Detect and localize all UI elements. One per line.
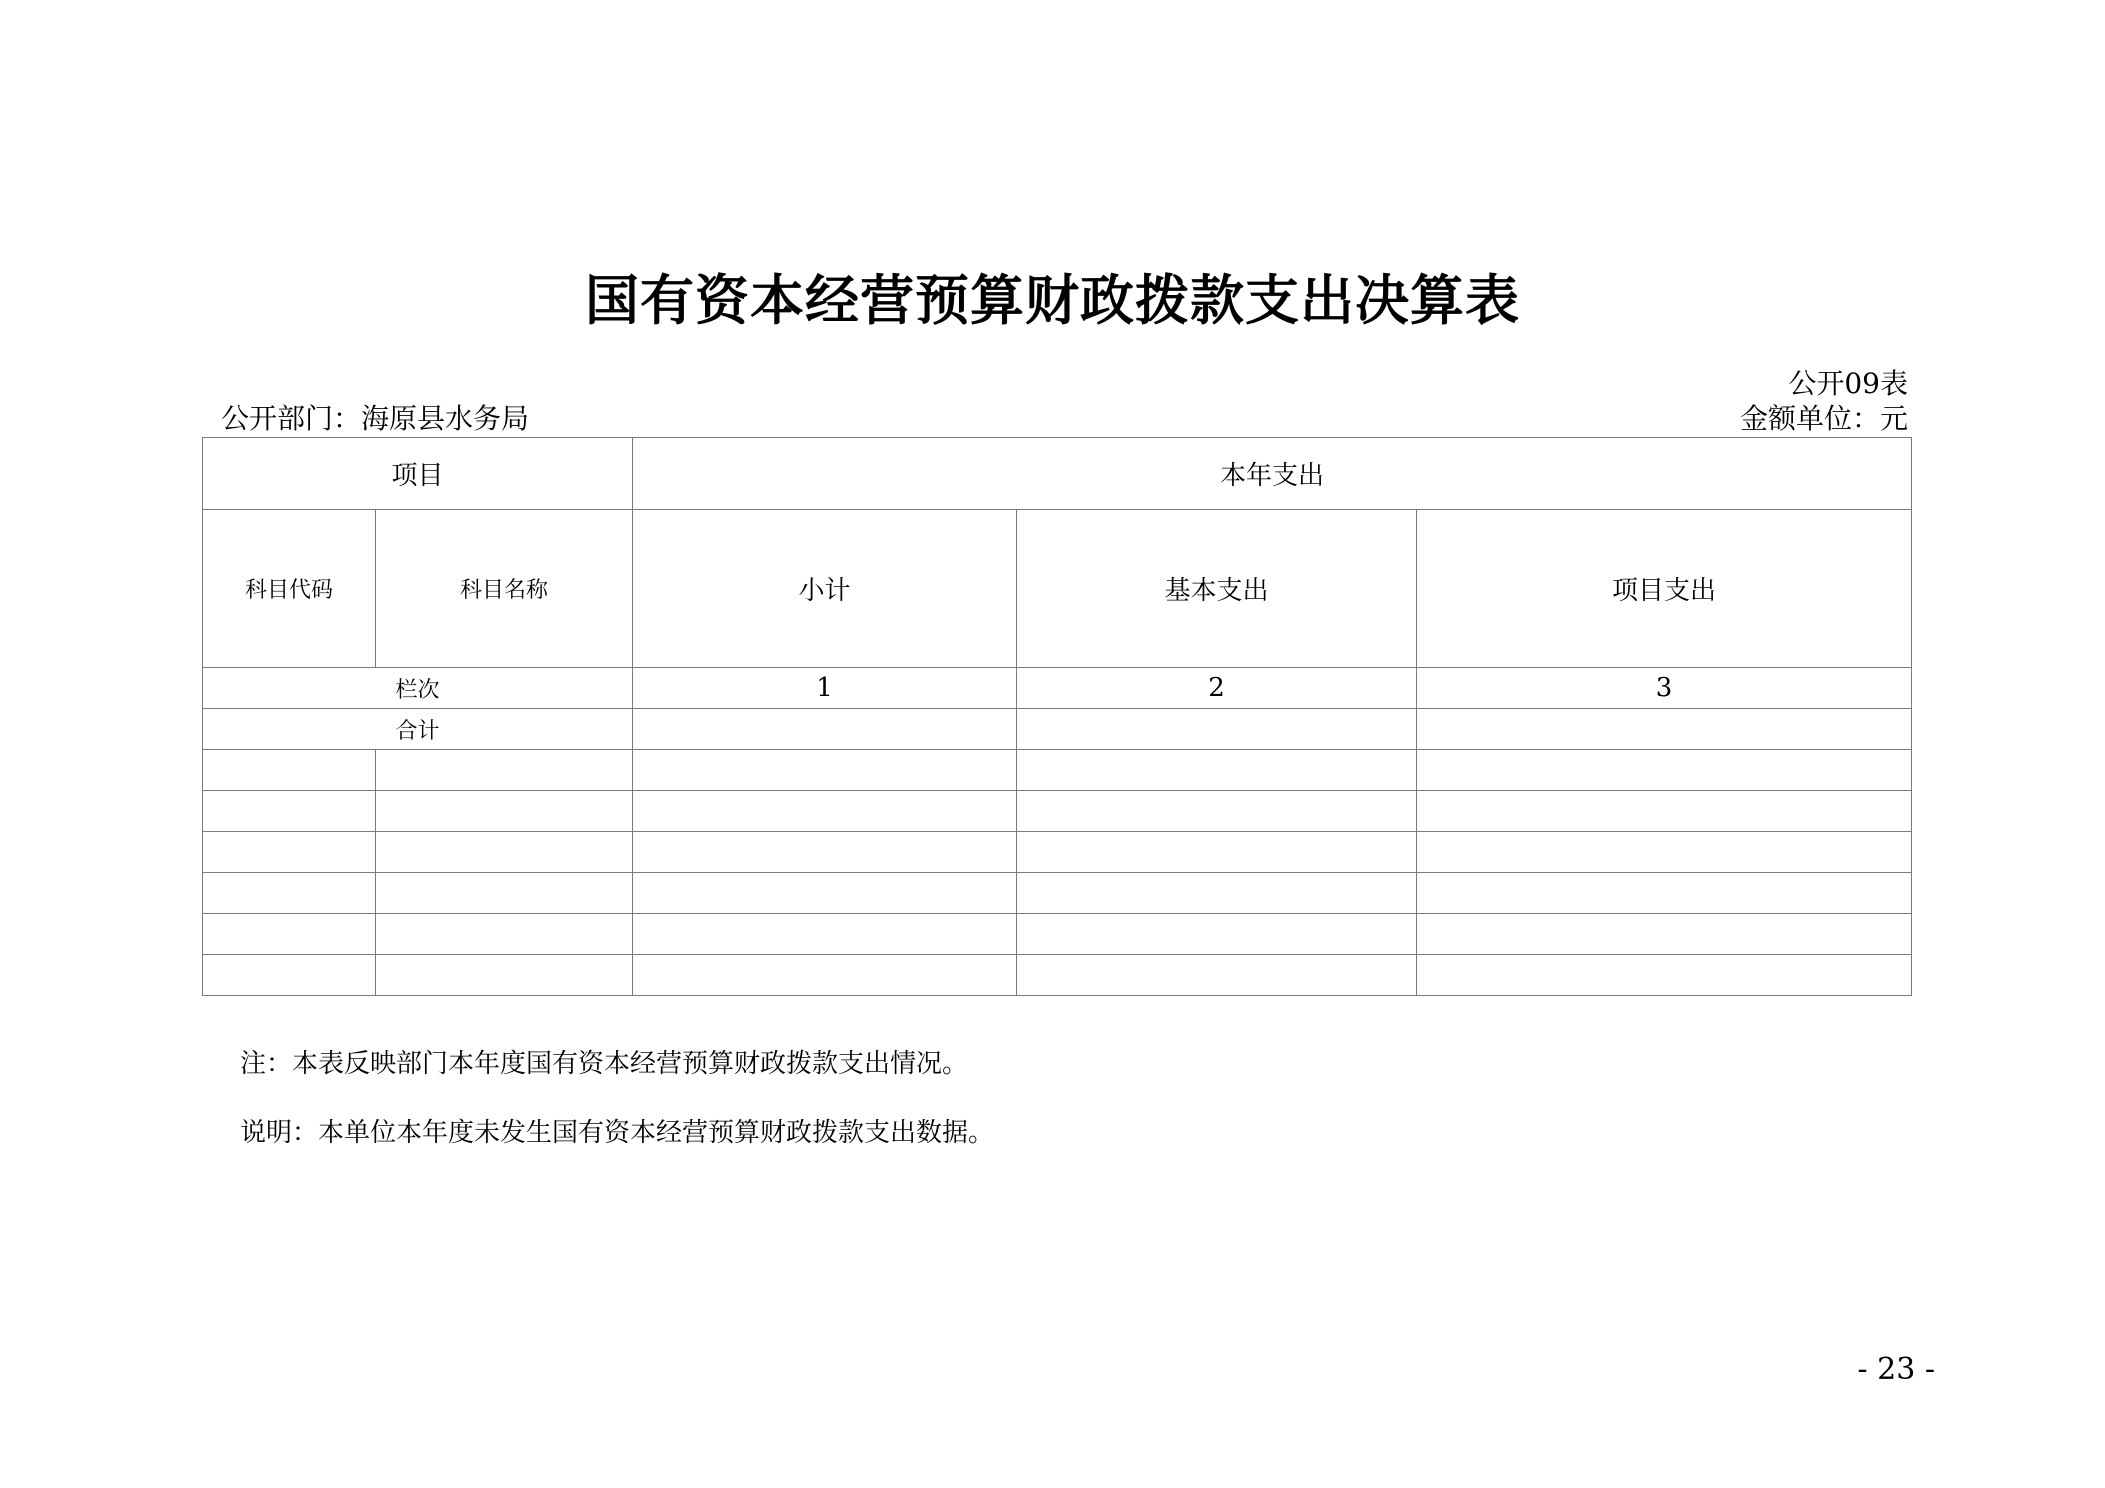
table-row	[203, 955, 1912, 996]
table-cell	[1017, 914, 1417, 955]
table-cell	[376, 832, 633, 873]
total-basic-cell	[1017, 709, 1417, 750]
table-note: 注：本表反映部门本年度国有资本经营预算财政拨款支出情况。	[240, 1049, 969, 1079]
header-subtotal: 小计	[633, 510, 1017, 668]
table-cell	[633, 750, 1017, 791]
column-index-1: 1	[633, 668, 1017, 709]
table-cell	[1417, 914, 1912, 955]
table-cell	[376, 873, 633, 914]
table-subheader-row	[203, 510, 1912, 668]
table-row	[203, 914, 1912, 955]
table-cell	[1017, 750, 1417, 791]
table-cell	[633, 832, 1017, 873]
table-explanation: 说明：本单位本年度未发生国有资本经营预算财政拨款支出数据。	[240, 1118, 995, 1148]
document-title: 国有资本经营预算财政拨款支出决算表	[585, 269, 1520, 332]
form-number: 公开09表	[1788, 367, 1908, 400]
table-cell	[203, 750, 376, 791]
column-index-label: 栏次	[203, 668, 633, 709]
table-header-row	[203, 438, 1912, 510]
table-cell	[203, 914, 376, 955]
table-cell	[203, 873, 376, 914]
table-cell	[203, 955, 376, 996]
table-cell	[203, 832, 376, 873]
header-subject-code: 科目代码	[203, 510, 376, 668]
column-index-2: 2	[1017, 668, 1417, 709]
table-cell	[376, 914, 633, 955]
table-cell	[1017, 791, 1417, 832]
column-index-3: 3	[1417, 668, 1912, 709]
table-cell	[1017, 955, 1417, 996]
table-cell	[1417, 955, 1912, 996]
table-cell	[1417, 791, 1912, 832]
table-cell	[376, 750, 633, 791]
total-subtotal-cell	[633, 709, 1017, 750]
total-row	[203, 709, 1912, 750]
table-cell	[376, 955, 633, 996]
header-basic-expense: 基本支出	[1017, 510, 1417, 668]
table-row	[203, 750, 1912, 791]
table-cell	[633, 791, 1017, 832]
header-subject-name: 科目名称	[376, 510, 633, 668]
table-cell	[1017, 873, 1417, 914]
table-cell	[203, 791, 376, 832]
page-number: - 23 -	[1857, 1352, 1935, 1387]
column-index-row	[203, 668, 1912, 709]
table-cell	[376, 791, 633, 832]
table-row	[203, 791, 1912, 832]
expense-table	[202, 437, 1912, 996]
total-project-cell	[1417, 709, 1912, 750]
table-row	[203, 832, 1912, 873]
table-cell	[633, 873, 1017, 914]
table-cell	[1417, 873, 1912, 914]
table-cell	[1417, 832, 1912, 873]
table-cell	[1417, 750, 1912, 791]
header-project-expense: 项目支出	[1417, 510, 1912, 668]
amount-unit-label: 金额单位：元	[1739, 402, 1908, 435]
department-label: 公开部门：海原县水务局	[221, 402, 530, 435]
table-cell	[633, 955, 1017, 996]
header-project: 项目	[203, 438, 633, 510]
header-current-year-expense: 本年支出	[633, 438, 1912, 510]
total-label: 合计	[203, 709, 633, 750]
table-row	[203, 873, 1912, 914]
table-cell	[1017, 832, 1417, 873]
table-cell	[633, 914, 1017, 955]
